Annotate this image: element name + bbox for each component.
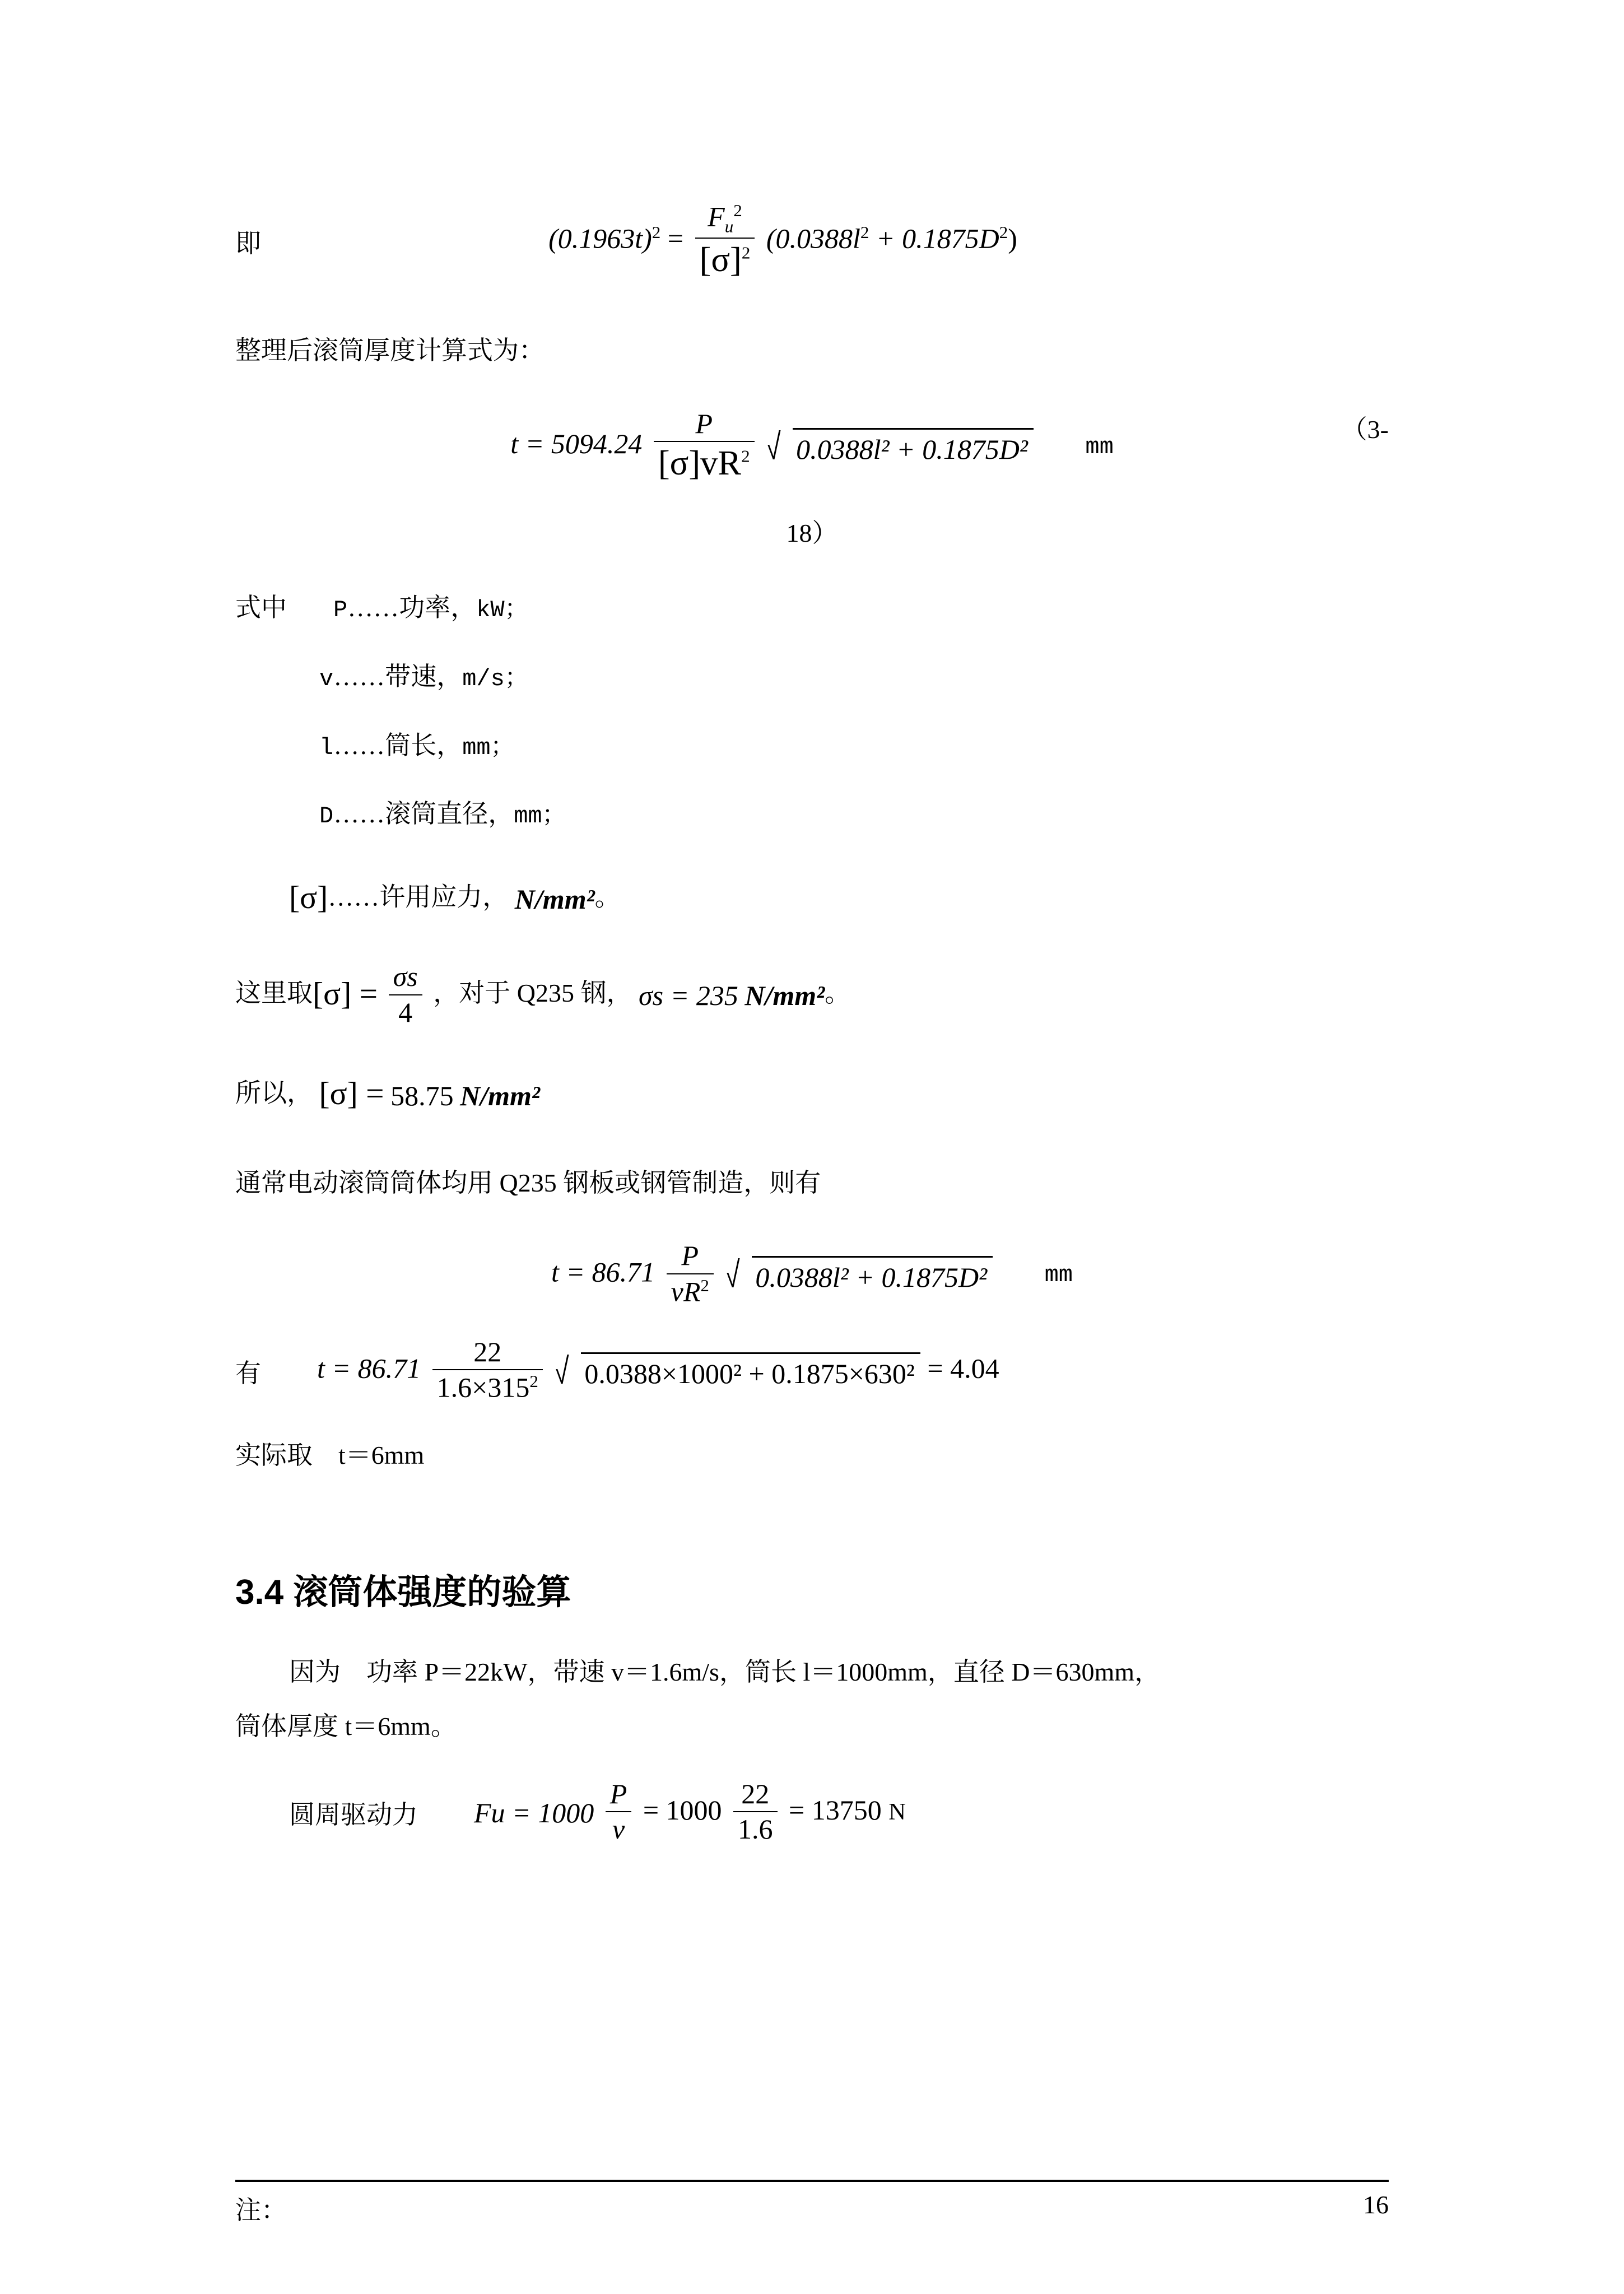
eq2-frac-numerator: P (654, 408, 755, 443)
so-prefix: 所以， (235, 1078, 313, 1108)
eq4-fraction (432, 1336, 543, 1404)
so-unit: N/mm² (460, 1079, 540, 1111)
text-after-equation-1: 整理后滚筒厚度计算式为： (235, 336, 545, 365)
driving-force-equation (440, 1779, 906, 1847)
where-line-P: 式中 P……功率，kW； (235, 593, 528, 623)
eq4-frac-denominator: $1.6\times 315^2$ (436, 1371, 538, 1403)
eq3-unit: mm (1044, 1262, 1073, 1289)
take-prefix: 这里取 (235, 979, 313, 1008)
footer-divider (235, 2180, 1389, 2182)
force-fraction-1 (606, 1778, 632, 1846)
equation-2-block (235, 409, 1389, 550)
sigma-unit: N/mm² (514, 883, 595, 915)
equals-sign: = (667, 222, 691, 254)
force-result: = 13750 (789, 1794, 882, 1826)
equation-4-row (235, 1337, 1389, 1406)
force-frac2-denominator: 1.6 (738, 1813, 773, 1845)
force-frac1-denominator: v (612, 1813, 625, 1845)
page-number: 16 (1363, 2190, 1389, 2219)
driving-force-row (235, 1779, 1389, 1847)
equation-4: t = 86.71 $\frac{22}{1.6\times 315^2}$ 0.0388×1000² + 0.1875×630² = 4.04 (317, 1336, 999, 1403)
equation-2-tag: （3- (1341, 415, 1389, 444)
given-values-line-1: 因为 功率 P＝22kW，带速 v＝1.6m/s，筒长 l＝1000mm，直径 D＝630mm， (289, 1657, 1161, 1686)
sigma-bracket: [σ] (289, 880, 328, 916)
eq1-frac-denominator: $[\sigma]^2$ (699, 240, 751, 280)
eq1-frac-numerator: $F_u^2$ (695, 201, 755, 239)
force-fraction-2 (733, 1778, 778, 1846)
eq3-radical: 0.0388l² + 0.1875D² (727, 1256, 993, 1293)
sigma-s-unit: N/mm² (744, 980, 825, 1012)
driving-force-label: 圆周驱动力 (289, 1800, 418, 1829)
eq1-lhs-exponent: 2 (652, 222, 661, 242)
eq3-frac-denominator: $vR^2$ (671, 1275, 709, 1307)
footer-note: 注： (235, 2196, 287, 2225)
where-line-v: v……带速，m/s； (319, 662, 528, 692)
eq2-radical: 0.0388l² + 0.1875D² (768, 428, 1034, 466)
equation-4-lead: 有 (235, 1358, 261, 1388)
section-heading-3-4: 3.4 滚筒体强度的验算 (235, 1572, 571, 1612)
take-sigma-line: 这里取[σ] = $\frac{\sigma s}{4}$ ，对于 Q235 钢， σs = 235 N/mm²。 (235, 961, 851, 1028)
take-bracket: [σ] = (313, 976, 378, 1012)
so-bracket: [σ] = (319, 1076, 384, 1112)
eq2-fraction (654, 408, 755, 483)
label-ji: 即 (235, 229, 261, 258)
take-fraction (389, 961, 422, 1029)
page-content (235, 0, 1389, 1847)
eq2-frac-denominator: $[\sigma]vR^2$ (658, 443, 750, 483)
take-mid: ，对于 Q235 钢， (433, 979, 632, 1008)
force-mid: = 1000 (643, 1794, 722, 1826)
equation-2-center (235, 409, 1389, 485)
eq1-fraction (695, 201, 755, 280)
eq2-unit: mm (1085, 433, 1114, 460)
equation-2-tag-continued: 18） (786, 518, 838, 547)
symbol-v-name: v (319, 665, 334, 692)
so-value: 58.75 (390, 1079, 454, 1111)
eq4-frac-numerator: 22 (432, 1336, 543, 1371)
equation-3: t = 86.71 $\frac{P}{vR^2}$ 0.0388l² + 0.1875D² mm (551, 1240, 1073, 1307)
given-values-line-2: 筒体厚度 t＝6mm。 (235, 1712, 457, 1741)
eq4-radical: 0.0388×1000² + 0.1875×630² (556, 1352, 920, 1390)
eq4-result: = 4.04 (927, 1352, 999, 1384)
symbol-l-name: l (319, 734, 334, 761)
take-frac-denominator: 4 (398, 996, 413, 1028)
where-label: 式中 (235, 593, 287, 622)
eq3-frac-numerator: P (667, 1240, 714, 1274)
steel-note-line: 通常电动滚筒筒体均用 Q235 钢板或钢管制造，则有 (235, 1168, 821, 1197)
sigma-s-value: σs = 235 (638, 980, 738, 1012)
symbol-D-name: D (319, 803, 334, 830)
equation-1: $(0.1963t)^2$ = $\frac{F_u^2}{[\sigma]^2}$ $(0.0388l^2 + 0.1875D^2)$ (548, 201, 1017, 280)
so-sigma-line (235, 1063, 1389, 1124)
force-frac1-numerator: P (606, 1778, 632, 1813)
equation-1-row (235, 202, 1389, 281)
equation-2-tag-continued-row (235, 513, 1389, 550)
eq3-fraction (667, 1240, 714, 1308)
equation-2: t = 5094.24 $\frac{P}{[\sigma]vR^2}$ 0.0388l² + 0.1875D² mm (510, 407, 1114, 483)
page-footer (235, 2190, 1389, 2227)
where-line-l: l……筒长，mm； (319, 730, 514, 761)
force-unit: N (888, 1798, 906, 1825)
where-line-D: D……滚筒直径，mm； (319, 799, 566, 830)
force-lhs: Fu = 1000 (474, 1797, 594, 1828)
equation-3-row (235, 1241, 1389, 1309)
take-frac-numerator: σs (389, 961, 422, 995)
symbol-P-name: P (333, 596, 348, 623)
actual-thickness-line: 实际取 t＝6mm (235, 1441, 425, 1470)
force-frac2-numerator: 22 (733, 1778, 778, 1813)
where-line-sigma: [σ]……许用应力， N/mm²。 (235, 867, 1389, 928)
